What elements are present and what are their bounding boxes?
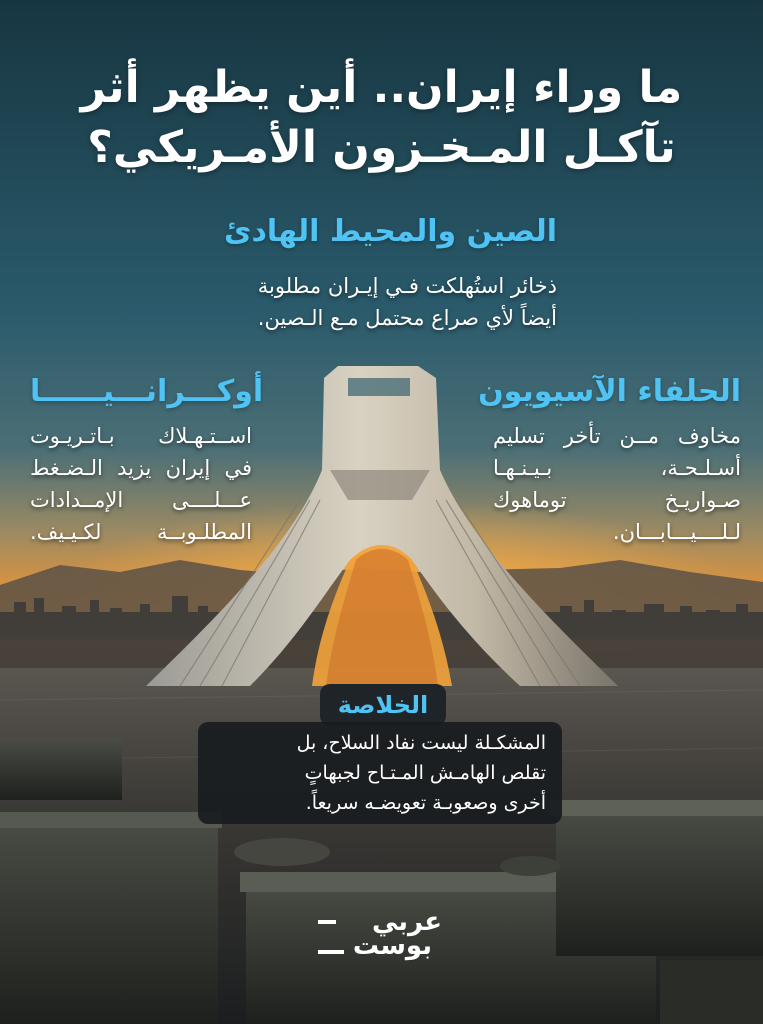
arabi-post-logo	[316, 908, 442, 960]
logo-line-1: عربي	[371, 907, 442, 937]
ukraine-line: في إيران يزيد الـضـغط	[30, 456, 252, 480]
page-title	[40, 58, 723, 178]
ukraine-text	[30, 420, 252, 548]
china-pacific-text	[197, 270, 557, 334]
asian-allies-heading: الحلفاء الآسيويون	[478, 374, 741, 409]
summary-line: تقلص الهامـش المـتـاح لجبهاتٍ	[304, 762, 546, 784]
ukraine-line: عـــلــــى الإمــدادات	[30, 488, 252, 512]
summary-line: أخرى وصعوبـة تعويضـه سريعاً.	[305, 792, 546, 814]
title-line-1: ما وراء إيران.. أين يظهر أثر	[80, 62, 683, 113]
logo-line-2: بوست	[352, 931, 432, 961]
asian-allies-text	[493, 420, 741, 548]
logo-bar	[318, 920, 336, 924]
summary-label: الخلاصة	[320, 684, 446, 726]
asian-allies-line: لـلــــيـــابـــان.	[612, 520, 741, 544]
asian-allies-line: مخاوف مــن تأخر تسليم	[493, 424, 741, 448]
title-line-2: تآكـل المـخـزون الأمـريكي؟	[87, 122, 676, 173]
logo-bar	[318, 950, 344, 954]
ukraine-line: اســتـهـلاك بـاتـريـوت	[30, 424, 252, 448]
china-pacific-heading: الصين والمحيط الهادئ	[223, 214, 557, 249]
summary-box	[198, 722, 562, 824]
ukraine-heading: أوكـــرانـــيــــــا	[30, 374, 264, 409]
asian-allies-line: أسـلـحـة، بـيـنـهـا	[493, 456, 741, 480]
summary-line: المشكـلة ليست نفاد السلاح، بل	[296, 732, 546, 754]
ukraine-line: المطلـوبــة لكـيـيف.	[30, 520, 252, 544]
china-pacific-line: ذخائر استُهلكت فـي إيـران مطلوبة	[257, 274, 557, 298]
asian-allies-line: صـواريـخ توماهوك	[493, 488, 741, 512]
china-pacific-line: أيضاً لأي صراع محتمل مـع الـصين.	[257, 306, 557, 330]
